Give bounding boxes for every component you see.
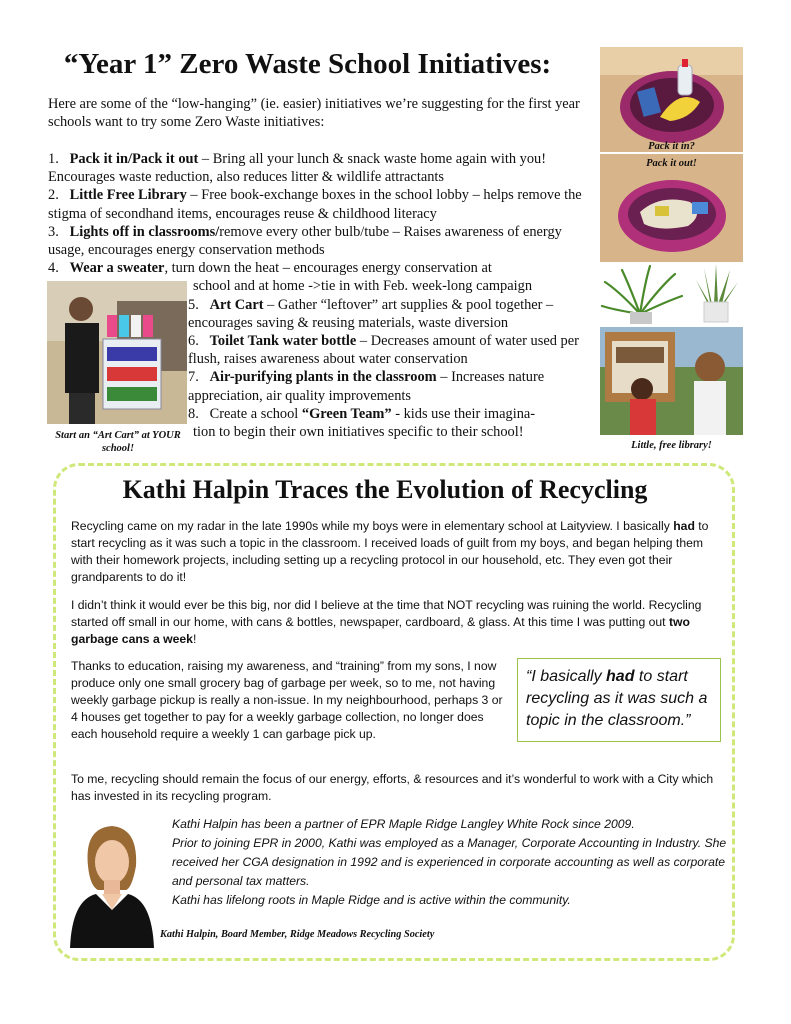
article-paragraph-3: Thanks to education, raising my awareness, and “training” from my sons, I now produce only one small grocery bag of garbage per week, so to me, not having weekly garbage pickup is really a non-issue. In my neighbourhood, perhaps 3 or 4 houses get together to pay for a weekly garbage collection, no longer does each household require a weekly 1 can garbage pick up.: [71, 659, 503, 741]
article-title: Kathi Halpin Traces the Evolution of Recycling: [122, 475, 648, 504]
pack-in-caption: Pack it in?: [648, 141, 695, 152]
list-item: 5. Art Cart – Gather “leftover” art supplies & pool together –encourages saving & reusing materials, waste diversion: [188, 296, 554, 331]
list-item: 6. Toilet Tank water bottle – Decreases amount of water used per flush, raises awareness about water conservation: [188, 333, 579, 368]
lunch-bag-empty-photo: [600, 154, 743, 262]
plants-photo: [600, 262, 743, 324]
pull-quote: “I basically had to start recycling as it was such a topic in the classroom.”: [517, 658, 721, 742]
little-library-photo: [600, 327, 743, 435]
article-paragraph-4: To me, recycling should remain the focus of our energy, efforts, & resources and it’s wonderful to work with a City which has invested in its recycling program.: [71, 772, 714, 803]
pack-out-caption: Pack it out!: [646, 158, 697, 169]
article-paragraph-1: Recycling came on my radar in the late 1990s while my boys were in elementary school at Laityview. I basically had to start recycling as it was such a topic in the classroom. I received loads of guilt from my boys, and began helping them with their homework projects, including setting up a recycling protocol in our household, etc. They even got their grandparents to do it!: [71, 519, 709, 584]
library-caption: Little, free library!: [631, 440, 712, 451]
art-cart-caption: Start an “Art Cart” at YOUR school!: [55, 430, 181, 454]
list-item: 1. Pack it in/Pack it out – Bring all your lunch & snack waste home again with you! Encourages waste reduction, also reduces litter & wildlife attractants: [48, 151, 547, 186]
intro-paragraph: Here are some of the “low-hanging” (ie. easier) initiatives we’re suggesting for the first year schools want to try some Zero Waste initiatives:: [48, 96, 580, 130]
list-item-continued: school and at home ->tie in with Feb. week-long campaign: [193, 278, 533, 295]
list-item: 8. Create a school “Green Team” - kids use their imagina-: [188, 405, 536, 422]
kathi-halpin-portrait: [66, 818, 156, 948]
list-item: 3. Lights off in classrooms/remove every other bulb/tube – Raises awareness of energy usage, encourages energy conservation methods: [48, 223, 562, 259]
list-item: 4. Wear a sweater, turn down the heat – encourages energy conservation at: [48, 260, 492, 277]
article-paragraph-2: I didn’t think it would ever be this big, nor did I believe at the time that NOT recycling was ruining the world. Recycling started off small in our home, with cans & bottles, newspaper, cardboard, & glass. At this time I was putting out two garbage cans a week!: [71, 598, 702, 646]
portrait-caption: Kathi Halpin, Board Member, Ridge Meadows Recycling Society: [160, 929, 435, 940]
list-item: 7. Air-purifying plants in the classroom – Increases nature appreciation, air quality improvements: [188, 369, 545, 404]
lunch-bag-full-photo: [600, 47, 743, 152]
art-cart-photo: [47, 281, 187, 424]
page-title: “Year 1” Zero Waste School Initiatives:: [63, 48, 552, 80]
author-bio: Kathi Halpin has been a partner of EPR Maple Ridge Langley White Rock since 2009. Prior to joining EPR in 2000, Kathi was employed as a Manager, Corporate Accounting in Industry. She received her CGA designation in 1992 and is experienced in corporate accounting as well as corporate and personal tax matters. Kathi has lifelong roots in Maple Ridge and is active within the community.: [172, 817, 727, 907]
list-item-continued: tion to begin their own initiatives specific to their school!: [193, 424, 524, 441]
list-item: 2. Little Free Library – Free book-exchange boxes in the school lobby – helps remove the stigma of secondhand items, encourages reuse & childhood literacy: [48, 187, 582, 222]
